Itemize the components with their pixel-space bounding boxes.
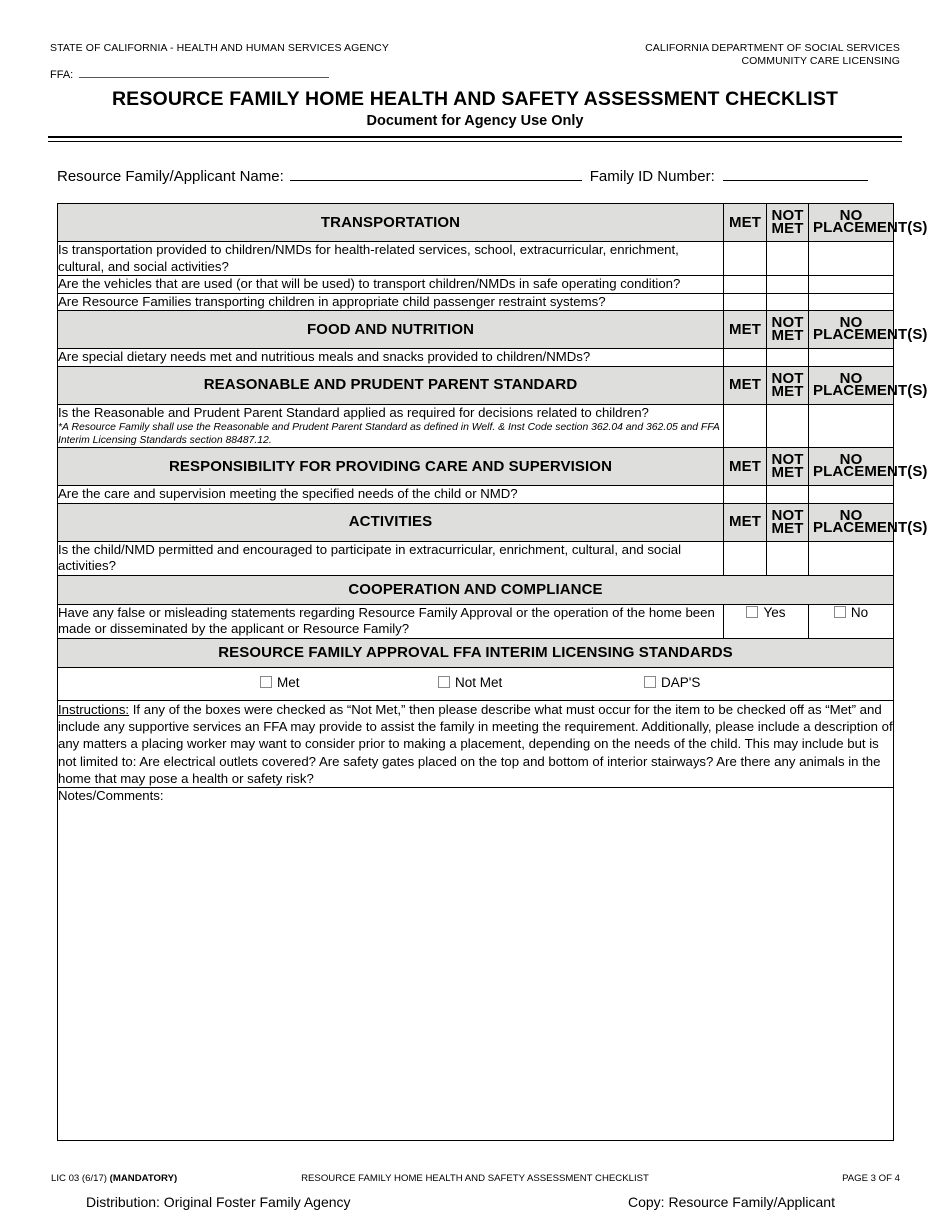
radio-option-no[interactable]: [809, 604, 894, 638]
checkbox-cell-not-met[interactable]: [767, 404, 809, 448]
checkbox-cell-met[interactable]: [724, 404, 767, 448]
not-met-line1: NOT: [771, 451, 804, 469]
question-text: Are the vehicles that are used (or that will be used) to transport children/NMDs in safe operating condition?: [58, 276, 724, 294]
notes-row: [58, 788, 894, 1141]
page-title: RESOURCE FAMILY HOME HEALTH AND SAFETY ASSESSMENT CHECKLIST: [111, 88, 839, 110]
checkbox-yes-icon[interactable]: [746, 606, 758, 618]
checkbox-cell-not-met[interactable]: [767, 293, 809, 311]
state-agency-line: STATE OF CALIFORNIA - HEALTH AND HUMAN SERVICES AGENCY: [50, 42, 389, 54]
no-placement-line2: PLACEMENT(S): [813, 326, 928, 343]
column-header-no-placements: [809, 204, 928, 242]
ffa-input-rule[interactable]: [79, 68, 329, 78]
instructions-label: Instructions:: [58, 701, 130, 717]
section-title: TRANSPORTATION: [58, 204, 724, 242]
family-id-input[interactable]: [723, 168, 868, 181]
not-met-line1: NOT: [771, 207, 804, 224]
no-placement-line2: PLACEMENT(S): [813, 381, 928, 399]
no-placement-line1: NO: [839, 451, 863, 469]
column-header-not-met: [767, 311, 809, 349]
question-footnote: *A Resource Family shall use the Reasonable and Prudent Parent Standard as defined in Welf. & Inst Code section 362.04 and 362.05 and FFA Interim Licensing Standards section 88487.12.: [58, 422, 720, 446]
applicant-info-row: [57, 168, 893, 185]
checkbox-cell-met[interactable]: [724, 276, 767, 294]
radio-option-yes[interactable]: [724, 604, 809, 638]
yes-label: Yes: [763, 604, 786, 620]
footer-center-title: RESOURCE FAMILY HOME HEALTH AND SAFETY ASSESSMENT CHECKLIST: [301, 1173, 649, 1184]
table-row: [58, 404, 894, 448]
column-header-not-met: [767, 503, 809, 541]
department-name: CALIFORNIA DEPARTMENT OF SOCIAL SERVICES: [645, 42, 900, 54]
applicant-name-input[interactable]: [290, 168, 582, 181]
question-cell: [58, 404, 724, 448]
checkbox-cell-not-met[interactable]: [767, 276, 809, 294]
section-title: FOOD AND NUTRITION: [58, 311, 724, 349]
section-header-responsibility-for-providing-care-and-supervision: [58, 448, 894, 486]
option-label: Not Met: [455, 674, 503, 690]
no-placement-line2: PLACEMENT(S): [813, 518, 928, 536]
checkbox-cell-not-met[interactable]: [767, 242, 809, 276]
checkbox-cell-no-placements[interactable]: [809, 293, 894, 311]
department-lines: [645, 42, 900, 67]
not-met-line1: NOT: [771, 314, 804, 331]
ffa-label: FFA:: [50, 69, 74, 81]
option-label: Met: [277, 674, 300, 690]
question-text: Are the care and supervision meeting the specified needs of the child or NMD?: [58, 486, 724, 504]
checkbox-cell-not-met[interactable]: [767, 541, 809, 575]
checkbox-cell-met[interactable]: [724, 486, 767, 504]
not-met-line1: NOT: [771, 369, 804, 387]
checkbox-cell-met[interactable]: [724, 349, 767, 367]
document-header: [50, 42, 900, 68]
approval-standards-options-row: [58, 667, 894, 700]
footer-form-number: LIC 03 (6/17): [51, 1173, 107, 1184]
column-header-met: MET: [724, 503, 767, 541]
checkbox-no-icon[interactable]: [834, 606, 846, 618]
checkbox-cell-not-met[interactable]: [767, 486, 809, 504]
table-row: [58, 242, 894, 276]
not-met-line2: MET: [771, 519, 804, 537]
instructions-cell: [58, 700, 894, 787]
no-label: No: [850, 604, 869, 620]
not-met-line2: MET: [771, 382, 804, 400]
checkbox-option-daps[interactable]: [644, 675, 700, 690]
approval-standards-options: [58, 667, 894, 700]
table-row: [58, 349, 894, 367]
instructions-row: [58, 700, 894, 787]
checkbox-not-met-icon[interactable]: [438, 676, 450, 688]
checkbox-option-met[interactable]: [260, 675, 300, 690]
checkbox-cell-met[interactable]: [724, 242, 767, 276]
title-divider: [48, 136, 902, 142]
not-met-line2: MET: [771, 220, 804, 237]
checkbox-daps-icon[interactable]: [644, 676, 656, 688]
page-subtitle: Document for Agency Use Only: [366, 113, 584, 129]
column-header-not-met: [767, 448, 809, 486]
column-header-no-placements: [809, 503, 928, 541]
notes-label: Notes/Comments:: [58, 788, 164, 804]
not-met-line2: MET: [771, 464, 804, 482]
section-header-activities: [58, 503, 894, 541]
checkbox-cell-no-placements[interactable]: [809, 242, 894, 276]
title-block: [50, 88, 900, 130]
no-placement-line2: PLACEMENT(S): [813, 463, 928, 481]
column-header-no-placements: [809, 366, 928, 404]
section-header-transportation: [58, 204, 894, 242]
checkbox-cell-not-met[interactable]: [767, 349, 809, 367]
checkbox-cell-no-placements[interactable]: [809, 276, 894, 294]
section-title: REASONABLE AND PRUDENT PARENT STANDARD: [58, 366, 724, 404]
column-header-met: MET: [724, 204, 767, 242]
table-row: [58, 541, 894, 575]
checkbox-cell-no-placements[interactable]: [809, 486, 894, 504]
checklist-body: [58, 204, 928, 1141]
footer-distribution: Distribution: Original Foster Family Agency: [86, 1194, 351, 1210]
no-placement-line1: NO: [839, 207, 863, 224]
ffa-field[interactable]: [50, 68, 329, 81]
document-footer: [48, 1173, 902, 1217]
no-placement-line1: NO: [839, 506, 863, 524]
column-header-no-placements: [809, 311, 928, 349]
checkbox-met-icon[interactable]: [260, 676, 272, 688]
checkbox-option-not-met[interactable]: [438, 675, 502, 690]
section-header-reasonable-and-prudent-parent-standard: [58, 366, 894, 404]
checkbox-cell-no-placements[interactable]: [809, 349, 894, 367]
checkbox-cell-met[interactable]: [724, 541, 767, 575]
checkbox-cell-no-placements[interactable]: [809, 541, 894, 575]
not-met-line1: NOT: [771, 506, 804, 524]
checkbox-cell-met[interactable]: [724, 293, 767, 311]
question-text: Is transportation provided to children/NMDs for health-related services, school, extracurricular, enrichment, cultural, and social activities?: [58, 242, 724, 276]
footer-copy: Copy: Resource Family/Applicant: [628, 1194, 835, 1210]
section-title: COOPERATION AND COMPLIANCE: [58, 575, 894, 604]
assessment-checklist-table: [57, 203, 928, 1141]
footer-top-row: [48, 1173, 902, 1186]
applicant-name-label: Resource Family/Applicant Name:: [57, 168, 284, 185]
table-row: [58, 604, 894, 638]
option-label: DAP'S: [661, 674, 701, 690]
table-row: [58, 276, 894, 294]
section-title: RESOURCE FAMILY APPROVAL FFA INTERIM LICENSING STANDARDS: [58, 638, 894, 667]
question-text: Is the child/NMD permitted and encouraged to participate in extracurricular, enrichment, cultural, and social activities?: [58, 541, 724, 575]
section-header-food-and-nutrition: [58, 311, 894, 349]
question-text: Are special dietary needs met and nutritious meals and snacks provided to children/NMDs?: [58, 349, 724, 367]
no-placement-line2: PLACEMENT(S): [813, 219, 928, 236]
section-header-approval-standards: [58, 638, 894, 667]
not-met-line2: MET: [771, 327, 804, 344]
instructions-text: If any of the boxes were checked as “Not Met,” then please describe what must occur for the item to be checked off as “Met” and include any supportive services an FFA may provide to assist the family in meeting the requirement. Additionally, please include a description of any matters a placing worker may want to consider prior to making a placement, depending on the needs of the child. This may include but is not limited to: Are electrical outlets covered? Are safety gates placed on the top and bottom of interior stairways? Are there any animals in the home that may pose a health or safety risk?: [58, 701, 893, 786]
column-header-not-met: [767, 204, 809, 242]
question-text: Have any false or misleading statements regarding Resource Family Approval or the operation of the home been made or disseminated by the applicant or Resource Family?: [58, 604, 724, 638]
notes-comments-area[interactable]: [58, 788, 894, 1141]
footer-page-number: PAGE 3 OF 4: [842, 1173, 900, 1184]
table-row: [58, 486, 894, 504]
section-title: ACTIVITIES: [58, 503, 724, 541]
column-header-not-met: [767, 366, 809, 404]
question-text: Is the Reasonable and Prudent Parent Standard applied as required for decisions related to children?: [58, 404, 649, 420]
column-header-met: MET: [724, 366, 767, 404]
section-title: RESPONSIBILITY FOR PROVIDING CARE AND SUPERVISION: [58, 448, 724, 486]
question-text: Are Resource Families transporting children in appropriate child passenger restraint systems?: [58, 293, 724, 311]
division-name: COMMUNITY CARE LICENSING: [741, 54, 900, 67]
table-row: [58, 293, 894, 311]
column-header-met: MET: [724, 448, 767, 486]
column-header-no-placements: [809, 448, 928, 486]
footer-mandatory-tag: (MANDATORY): [109, 1173, 178, 1184]
footer-bottom-row: [48, 1194, 902, 1214]
checkbox-cell-no-placements[interactable]: [809, 404, 894, 448]
no-placement-line1: NO: [839, 369, 863, 387]
column-header-met: MET: [724, 311, 767, 349]
section-header-cooperation-and-compliance: [58, 575, 894, 604]
no-placement-line1: NO: [839, 314, 863, 331]
family-id-label: Family ID Number:: [589, 168, 715, 185]
